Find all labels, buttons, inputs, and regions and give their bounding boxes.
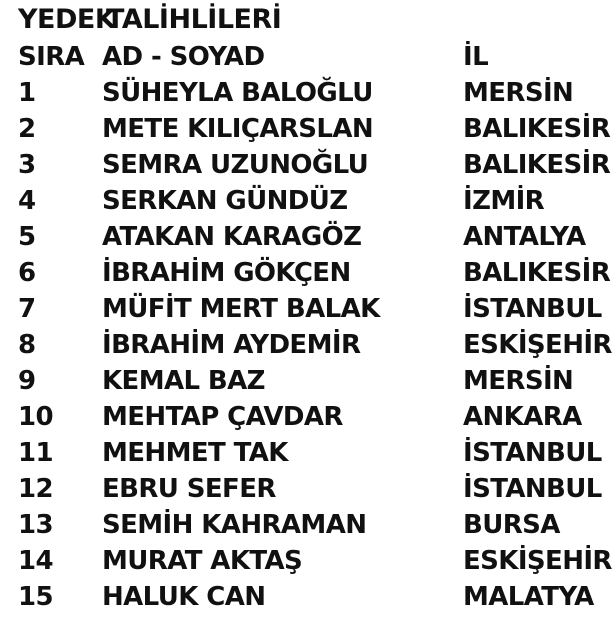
row-name: METE KILIÇARSLAN	[102, 114, 374, 144]
table-row	[0, 327, 616, 363]
title-right: TALİHLİLERİ	[106, 4, 282, 35]
table-row	[0, 255, 616, 291]
header-name: AD - SOYAD	[102, 42, 265, 72]
row-name: EBRU SEFER	[102, 474, 276, 504]
row-city: İSTANBUL	[463, 474, 602, 504]
header-city: İL	[463, 42, 489, 72]
table-row	[0, 543, 616, 579]
row-name: SÜHEYLA BALOĞLU	[102, 78, 373, 108]
row-no: 1	[18, 78, 36, 108]
row-city: MALATYA	[463, 582, 594, 612]
row-city: ESKİŞEHİR	[463, 546, 612, 576]
row-name: MEHTAP ÇAVDAR	[102, 402, 343, 432]
row-no: 7	[18, 294, 36, 324]
row-no: 15	[18, 582, 53, 612]
row-city: ESKİŞEHİR	[463, 330, 612, 360]
table-row	[0, 435, 616, 471]
table-row	[0, 363, 616, 399]
table-row	[0, 147, 616, 183]
row-name: HALUK CAN	[102, 582, 266, 612]
table-row	[0, 507, 616, 543]
row-city: İZMİR	[463, 186, 545, 216]
row-name: SEMİH KAHRAMAN	[102, 510, 367, 540]
row-city: BALIKESİR	[463, 258, 611, 288]
row-no: 2	[18, 114, 36, 144]
table-row	[0, 471, 616, 507]
row-no: 8	[18, 330, 36, 360]
title-left: YEDEK	[18, 4, 116, 35]
row-city: BALIKESİR	[463, 150, 611, 180]
table-row	[0, 291, 616, 327]
row-city: MERSİN	[463, 78, 574, 108]
row-name: İBRAHİM AYDEMİR	[102, 330, 361, 360]
table-row	[0, 183, 616, 219]
table-row	[0, 219, 616, 255]
row-name: SERKAN GÜNDÜZ	[102, 186, 348, 216]
row-city: BURSA	[463, 510, 560, 540]
row-name: KEMAL BAZ	[102, 366, 265, 396]
row-city: İSTANBUL	[463, 438, 602, 468]
table-row	[0, 75, 616, 111]
row-no: 11	[18, 438, 53, 468]
row-name: MEHMET TAK	[102, 438, 288, 468]
row-city: ANKARA	[463, 402, 582, 432]
row-city: MERSİN	[463, 366, 574, 396]
row-no: 12	[18, 474, 53, 504]
row-no: 6	[18, 258, 36, 288]
header-no: SIRA	[18, 42, 85, 72]
table-row	[0, 399, 616, 435]
row-city: BALIKESİR	[463, 114, 611, 144]
row-name: İBRAHİM GÖKÇEN	[102, 258, 351, 288]
table-header	[0, 39, 616, 75]
row-name: MÜFİT MERT BALAK	[102, 294, 380, 324]
row-no: 9	[18, 366, 36, 396]
row-no: 3	[18, 150, 36, 180]
row-no: 14	[18, 546, 53, 576]
row-no: 10	[18, 402, 53, 432]
table-row	[0, 111, 616, 147]
row-no: 13	[18, 510, 53, 540]
row-no: 4	[18, 186, 36, 216]
row-name: MURAT AKTAŞ	[102, 546, 303, 576]
row-city: İSTANBUL	[463, 294, 602, 324]
row-name: ATAKAN KARAGÖZ	[102, 222, 362, 252]
row-no: 5	[18, 222, 36, 252]
table-row	[0, 579, 616, 615]
row-name: SEMRA UZUNOĞLU	[102, 150, 369, 180]
row-city: ANTALYA	[463, 222, 586, 252]
